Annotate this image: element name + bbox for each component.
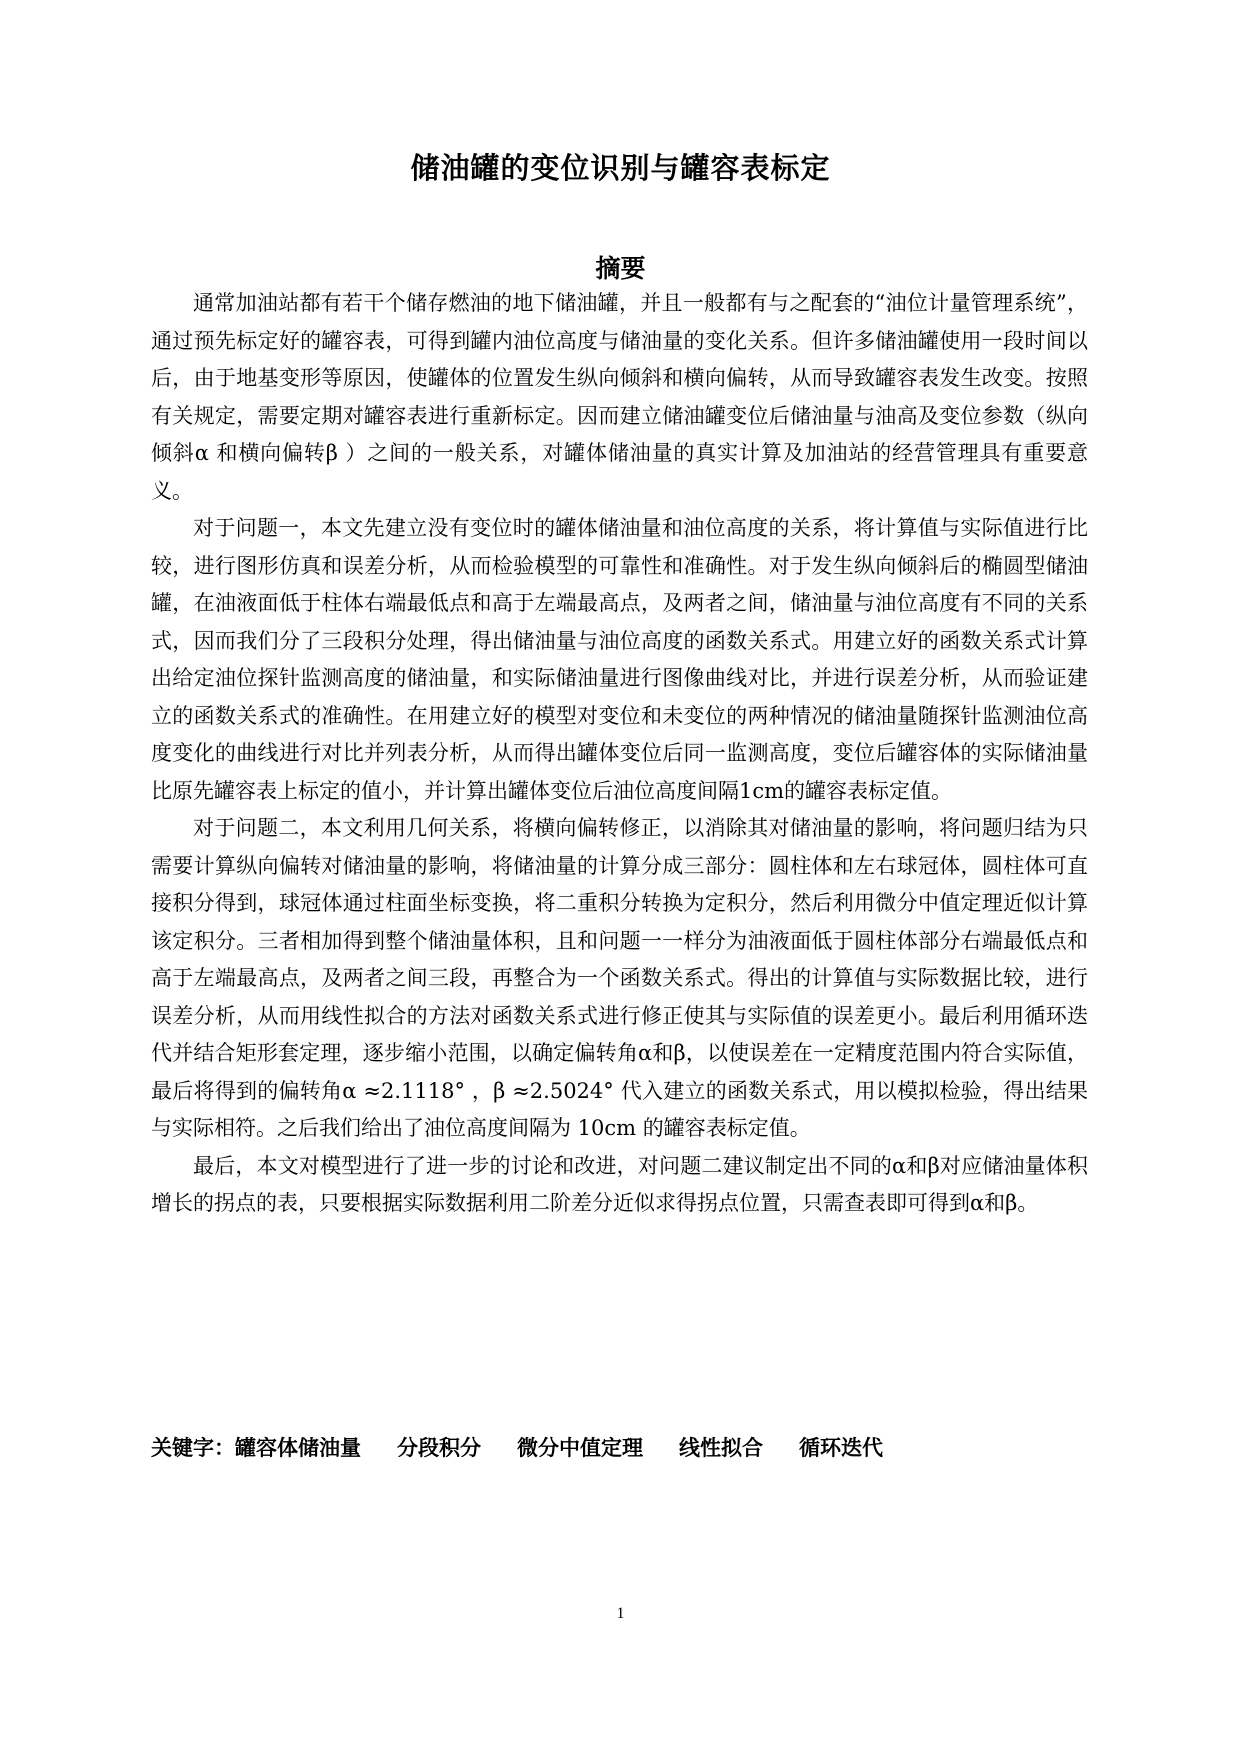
keyword-item: 线性拟合 (679, 1436, 763, 1460)
page-number: 1 (616, 1605, 625, 1622)
abstract-paragraph-2: 对于问题一，本文先建立没有变位时的罐体储油量和油位高度的关系，将计算值与实际值进行比较，进行图形仿真和误差分析，从而检验模型的可靠性和准确性。对于发生纵向倾斜后的椭圆型储油罐，在油液面低于柱体右端最低点和高于左端最高点，及两者之间，储油量与油位高度有不同的关系式，因而我们分了三段积分处理，得出储油量与油位高度的函数关系式。用建立好的函数关系式计算出给定油位探针监测高度的储油量，和实际储油量进行图像曲线对比，并进行误差分析，从而验证建立的函数关系式的准确性。在用建立好的模型对变位和未变位的两种情况的储油量随探针监测油位高度变化的曲线进行对比并列表分析，从而得出罐体变位后同一监测高度，变位后罐容体的实际储油量比原先罐容表上标定的值小，并计算出罐体变位后油位高度间隔1cm的罐容表标定值。 (151, 516, 1088, 803)
keywords-line (151, 1432, 1088, 1464)
abstract-heading: 摘要 (595, 254, 646, 283)
abstract-paragraph-4: 最后，本文对模型进行了进一步的讨论和改进，对问题二建议制定出不同的α和β对应储油量体积增长的拐点的表，只要根据实际数据利用二阶差分近似求得拐点位置，只需查表即可得到α和β。 (151, 1153, 1088, 1215)
keywords-label: 关键字： (151, 1436, 235, 1460)
abstract-body (151, 285, 1088, 1223)
keyword-item: 分段积分 (397, 1436, 481, 1460)
abstract-paragraph-1: 通常加油站都有若干个储存燃油的地下储油罐，并且一般都有与之配套的“油位计量管理系统”，通过预先标定好的罐容表，可得到罐内油位高度与储油量的变化关系。但许多储油罐使用一段时间以后，由于地基变形等原因，使罐体的位置发生纵向倾斜和横向偏转，从而导致罐容表发生改变。按照有关规定，需要定期对罐容表进行重新标定。因而建立储油罐变位后储油量与油高及变位参数（纵向倾斜α 和横向偏转β ）之间的一般关系，对罐体储油量的真实计算及加油站的经营管理具有重要意义。 (151, 291, 1088, 503)
keyword-item: 微分中值定理 (517, 1436, 643, 1460)
keyword-item: 罐容体储油量 (235, 1436, 361, 1460)
paper-title: 储油罐的变位识别与罐容表标定 (410, 151, 831, 185)
abstract-paragraph-3: 对于问题二，本文利用几何关系，将横向偏转修正，以消除其对储油量的影响，将问题归结为只需要计算纵向偏转对储油量的影响，将储油量的计算分成三部分：圆柱体和左右球冠体，圆柱体可直接积分得到，球冠体通过柱面坐标变换，将二重积分转换为定积分，然后利用微分中值定理近似计算该定积分。三者相加得到整个储油量体积，且和问题一一样分为油液面低于圆柱体部分右端最低点和高于左端最高点，及两者之间三段，再整合为一个函数关系式。得出的计算值与实际数据比较，进行误差分析，从而用线性拟合的方法对函数关系式进行修正使其与实际值的误差更小。最后利用循环迭代并结合矩形套定理，逐步缩小范围，以确定偏转角α和β，以使误差在一定精度范围内符合实际值，最后将得到的偏转角α ≈2.1118° ，β ≈2.5024° 代入建立的函数关系式，用以模拟检验，得出结果与实际相符。之后我们给出了油位高度间隔为 10cm 的罐容表标定值。 (151, 816, 1088, 1140)
keyword-item: 循环迭代 (799, 1436, 883, 1460)
